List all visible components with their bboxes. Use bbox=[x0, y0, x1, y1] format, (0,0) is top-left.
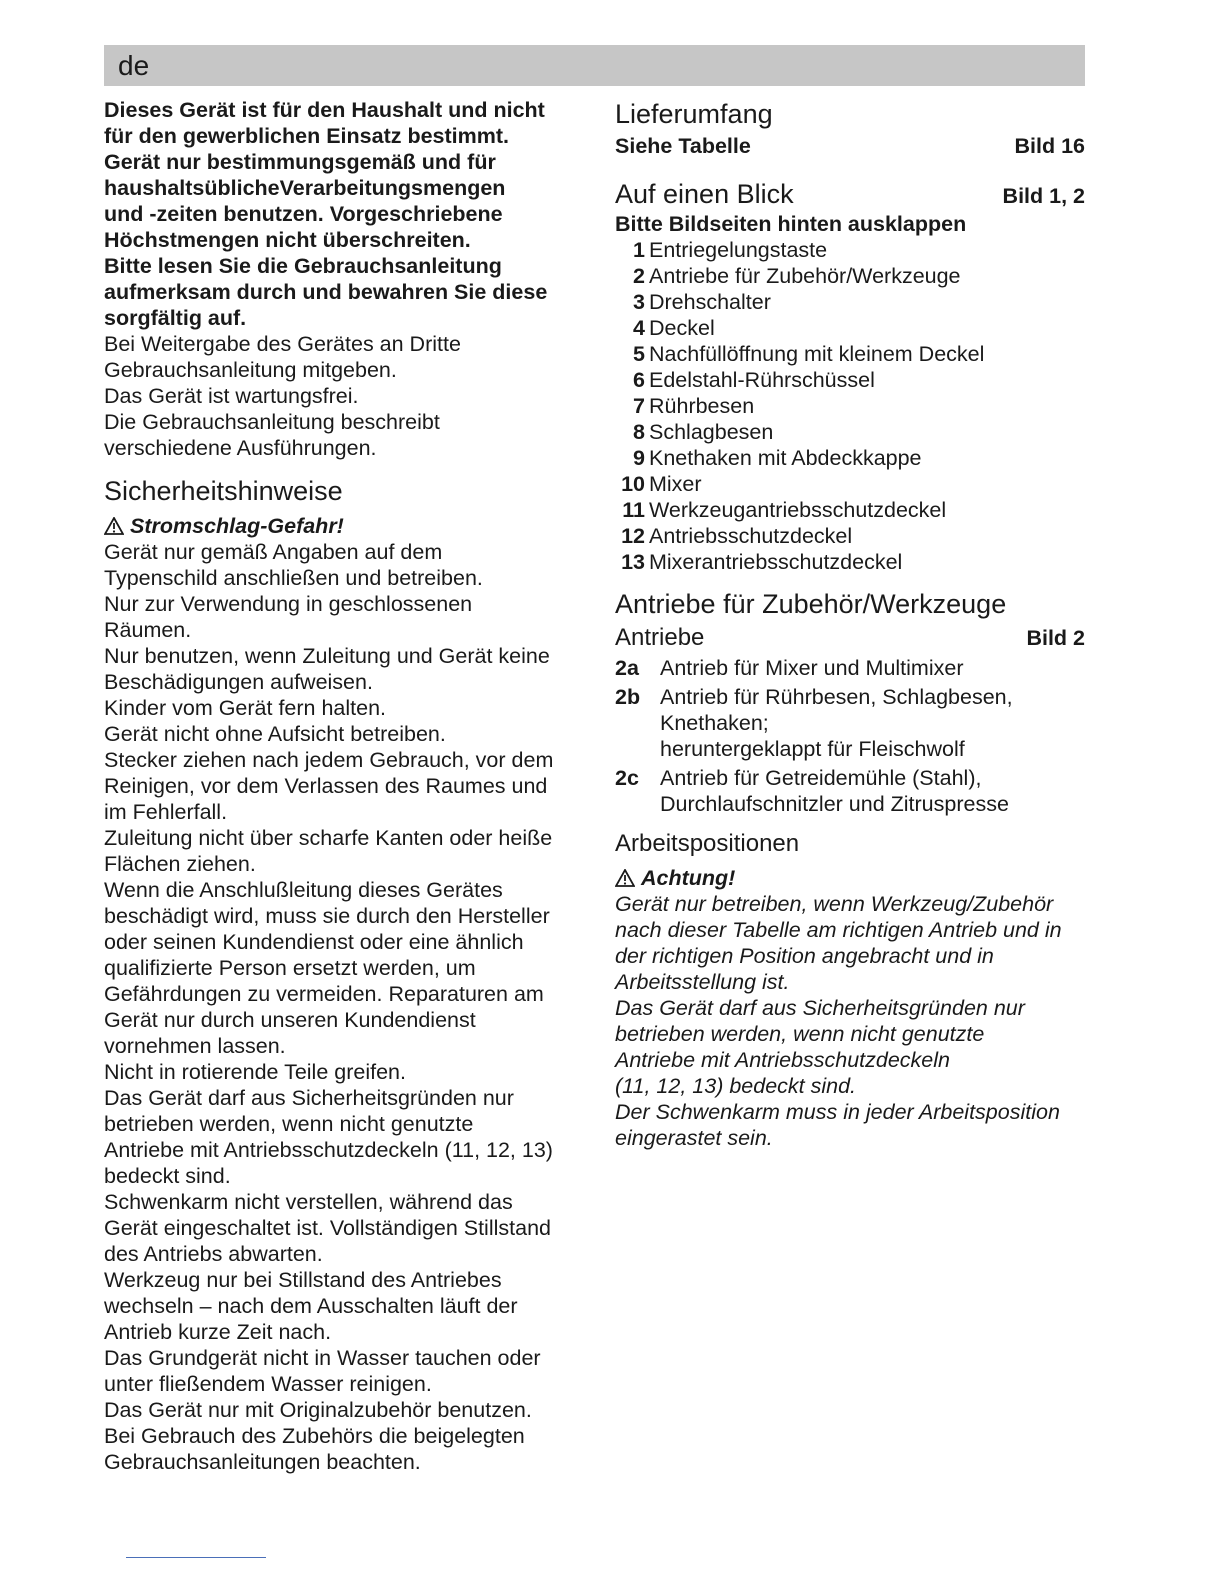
scope-ref: Bild 16 bbox=[1014, 134, 1085, 158]
safety-line: unter fließendem Wasser reinigen. bbox=[104, 1372, 432, 1396]
safety-line: Gebrauchsanleitungen beachten. bbox=[104, 1450, 421, 1474]
safety-line: Gefährdungen zu vermeiden. Reparaturen am bbox=[104, 982, 544, 1006]
list-item bbox=[615, 289, 1085, 315]
item-text: Werkzeugantriebsschutzdeckel bbox=[649, 498, 947, 522]
item-number: 8 bbox=[633, 420, 645, 444]
item-number: 10 bbox=[621, 472, 645, 496]
safety-line: wechseln – nach dem Ausschalten läuft der bbox=[104, 1294, 518, 1318]
drives-list bbox=[615, 655, 1085, 817]
item-number: 1 bbox=[633, 238, 645, 262]
safety-line: Das Gerät darf aus Sicherheitsgründen nur bbox=[104, 1086, 514, 1110]
safety-line: Zuleitung nicht über scharfe Kanten oder heiße bbox=[104, 826, 553, 850]
safety-line: Stecker ziehen nach jedem Gebrauch, vor dem bbox=[104, 748, 554, 772]
item-number: 6 bbox=[633, 368, 645, 392]
item-text: Entriegelungstaste bbox=[649, 238, 828, 262]
drives-title: Antriebe für Zubehör/Werkzeuge bbox=[615, 589, 1007, 619]
scope-title: Lieferumfang bbox=[615, 99, 773, 129]
safety-line: Gerät nicht ohne Aufsicht betreiben. bbox=[104, 722, 446, 746]
safety-title: Sicherheitshinweise bbox=[104, 476, 343, 506]
intro-bold-line: aufmerksam durch und bewahren Sie diese bbox=[104, 280, 548, 304]
left-column bbox=[104, 97, 580, 1475]
safety-line: Das Grundgerät nicht in Wasser tauchen oder bbox=[104, 1346, 541, 1370]
safety-line: Flächen ziehen. bbox=[104, 852, 256, 876]
caution-line: der richtigen Position angebracht und in bbox=[615, 944, 994, 968]
safety-line: Reinigen, vor dem Verlassen des Raumes und bbox=[104, 774, 548, 798]
warning-triangle-icon bbox=[104, 517, 124, 535]
safety-line: Gerät nur durch unseren Kundendienst bbox=[104, 1008, 476, 1032]
intro-bold bbox=[104, 97, 580, 331]
list-item bbox=[615, 497, 1085, 523]
list-item bbox=[615, 341, 1085, 367]
intro-bold-line: Dieses Gerät ist für den Haushalt und nicht bbox=[104, 98, 545, 122]
warning-triangle-icon bbox=[615, 869, 635, 887]
safety-line: Bei Gebrauch des Zubehörs die beigelegten bbox=[104, 1424, 525, 1448]
safety-line: Beschädigungen aufweisen. bbox=[104, 670, 373, 694]
item-text: Antriebe für Zubehör/Werkzeuge bbox=[649, 264, 961, 288]
intro-bold-line: Bitte lesen Sie die Gebrauchsanleitung bbox=[104, 254, 502, 278]
scope-row bbox=[615, 133, 1085, 159]
safety-line: Das Gerät nur mit Originalzubehör benutzen. bbox=[104, 1398, 532, 1422]
item-text: Knethaken mit Abdeckkappe bbox=[649, 446, 922, 470]
caution-line: Arbeitsstellung ist. bbox=[615, 970, 790, 994]
intro-bold-line: Höchstmengen nicht überschreiten. bbox=[104, 228, 471, 252]
list-item bbox=[615, 684, 1085, 762]
language-code: de bbox=[118, 50, 150, 81]
intro-line: Bei Weitergabe des Gerätes an Dritte bbox=[104, 332, 461, 356]
drives-ref: Bild 2 bbox=[1026, 626, 1085, 650]
item-text: Mixer bbox=[649, 472, 702, 496]
caution-line: eingerastet sein. bbox=[615, 1126, 773, 1150]
safety-line: betrieben werden, wenn nicht genutzte bbox=[104, 1112, 474, 1136]
language-bar bbox=[104, 45, 1085, 86]
glance-header bbox=[615, 177, 1085, 211]
intro-line: Die Gebrauchsanleitung beschreibt bbox=[104, 410, 440, 434]
glance-subtitle: Bitte Bildseiten hinten ausklappen bbox=[615, 212, 967, 236]
caution-line: Der Schwenkarm muss in jeder Arbeitsposition bbox=[615, 1100, 1060, 1124]
item-text: Nachfüllöffnung mit kleinem Deckel bbox=[649, 342, 985, 366]
item-number: 2 bbox=[633, 264, 645, 288]
item-text: Rührbesen bbox=[649, 394, 755, 418]
safety-line: Schwenkarm nicht verstellen, während das bbox=[104, 1190, 513, 1214]
safety-line: Nicht in rotierende Teile greifen. bbox=[104, 1060, 406, 1084]
item-text: Mixerantriebsschutzdeckel bbox=[649, 550, 903, 574]
list-item bbox=[615, 523, 1085, 549]
item-text: Deckel bbox=[649, 316, 715, 340]
item-text: heruntergeklappt für Fleischwolf bbox=[660, 737, 965, 761]
glance-ref: Bild 1, 2 bbox=[1002, 184, 1085, 208]
caution-line: betrieben werden, wenn nicht genutzte bbox=[615, 1022, 985, 1046]
safety-line: im Fehlerfall. bbox=[104, 800, 228, 824]
item-number: 5 bbox=[633, 342, 645, 366]
parts-list bbox=[615, 237, 1085, 575]
footer-rule bbox=[126, 1557, 266, 1558]
item-text: Knethaken; bbox=[660, 711, 769, 735]
item-number: 11 bbox=[622, 498, 645, 522]
safety-line: Wenn die Anschlußleitung dieses Gerätes bbox=[104, 878, 503, 902]
drives-header bbox=[615, 623, 1085, 653]
safety-line: oder seinen Kundendienst oder eine ähnlich bbox=[104, 930, 524, 954]
safety-line: Nur zur Verwendung in geschlossenen bbox=[104, 592, 473, 616]
scope-label: Siehe Tabelle bbox=[615, 134, 751, 158]
drives-subtitle: Antriebe bbox=[615, 624, 705, 651]
intro-bold-line: für den gewerblichen Einsatz bestimmt. bbox=[104, 124, 509, 148]
item-text: Schlagbesen bbox=[649, 420, 774, 444]
safety-line: Räumen. bbox=[104, 618, 192, 642]
list-item bbox=[615, 549, 1085, 575]
intro-line: Das Gerät ist wartungsfrei. bbox=[104, 384, 359, 408]
safety-line: Werkzeug nur bei Stillstand des Antriebes bbox=[104, 1268, 502, 1292]
list-item bbox=[615, 315, 1085, 341]
intro-bold-line: sorgfältig auf. bbox=[104, 306, 247, 330]
safety-line: Antrieb kurze Zeit nach. bbox=[104, 1320, 332, 1344]
list-item bbox=[615, 237, 1085, 263]
safety-line: Nur benutzen, wenn Zuleitung und Gerät keine bbox=[104, 644, 550, 668]
list-item bbox=[615, 419, 1085, 445]
safety-line: Antriebe mit Antriebsschutzdeckeln (11, 12, 13) bbox=[104, 1138, 553, 1162]
safety-line: Typenschild anschließen und betreiben. bbox=[104, 566, 483, 590]
caution-warning bbox=[615, 865, 1085, 891]
intro-bold-line: und -zeiten benutzen. Vorgeschriebene bbox=[104, 202, 503, 226]
item-text: Antriebsschutzdeckel bbox=[649, 524, 853, 548]
intro-bold-line: haushaltsüblicheVerarbeitungsmengen bbox=[104, 176, 506, 200]
intro-line: verschiedene Ausführungen. bbox=[104, 436, 377, 460]
caution-line: Gerät nur betreiben, wenn Werkzeug/Zubehör bbox=[615, 892, 1054, 916]
item-number: 4 bbox=[633, 316, 645, 340]
safety-text bbox=[104, 539, 580, 1475]
list-item bbox=[615, 471, 1085, 497]
caution-line: (11, 12, 13) bedeckt sind. bbox=[615, 1074, 857, 1098]
item-number: 9 bbox=[633, 446, 645, 470]
item-text: Edelstahl-Rührschüssel bbox=[649, 368, 875, 392]
safety-line: Gerät nur gemäß Angaben auf dem bbox=[104, 540, 443, 564]
caution-line: Das Gerät darf aus Sicherheitsgründen nur bbox=[615, 996, 1025, 1020]
caution-line: Antriebe mit Antriebsschutzdeckeln bbox=[615, 1048, 951, 1072]
item-number: 7 bbox=[633, 394, 645, 418]
item-text: Antrieb für Mixer und Multimixer bbox=[660, 656, 964, 680]
item-number: 2c bbox=[615, 766, 639, 790]
safety-line: bedeckt sind. bbox=[104, 1164, 231, 1188]
item-number: 3 bbox=[633, 290, 645, 314]
right-column bbox=[615, 97, 1085, 1151]
item-text: Durchlaufschnitzler und Zitruspresse bbox=[660, 792, 1009, 816]
positions-title: Arbeitspositionen bbox=[615, 830, 800, 857]
item-text: Antrieb für Getreidemühle (Stahl), bbox=[660, 766, 982, 790]
list-item bbox=[615, 655, 1085, 681]
item-text: Drehschalter bbox=[649, 290, 771, 314]
intro-normal bbox=[104, 331, 580, 461]
danger-label: Stromschlag-Gefahr! bbox=[130, 514, 344, 538]
list-item bbox=[615, 765, 1085, 817]
intro-line: Gebrauchsanleitung mitgeben. bbox=[104, 358, 397, 382]
danger-warning bbox=[104, 513, 580, 539]
safety-line: beschädigt wird, muss sie durch den Hersteller bbox=[104, 904, 550, 928]
safety-line: qualifizierte Person ersetzt werden, um bbox=[104, 956, 476, 980]
item-number: 2a bbox=[615, 656, 639, 680]
safety-line: vornehmen lassen. bbox=[104, 1034, 286, 1058]
item-number: 2b bbox=[615, 685, 641, 709]
list-item bbox=[615, 393, 1085, 419]
list-item bbox=[615, 445, 1085, 471]
caution-text bbox=[615, 891, 1085, 1151]
safety-line: Gerät eingeschaltet ist. Vollständigen Stillstand bbox=[104, 1216, 551, 1240]
item-number: 13 bbox=[621, 550, 645, 574]
list-item bbox=[615, 367, 1085, 393]
safety-line: des Antriebs abwarten. bbox=[104, 1242, 323, 1266]
caution-label: Achtung! bbox=[641, 866, 736, 890]
item-number: 12 bbox=[621, 524, 645, 548]
safety-line: Kinder vom Gerät fern halten. bbox=[104, 696, 387, 720]
list-item bbox=[615, 263, 1085, 289]
caution-line: nach dieser Tabelle am richtigen Antrieb und in bbox=[615, 918, 1062, 942]
intro-bold-line: Gerät nur bestimmungsgemäß und für bbox=[104, 150, 496, 174]
item-text: Antrieb für Rührbesen, Schlagbesen, bbox=[660, 685, 1013, 709]
glance-title: Auf einen Blick bbox=[615, 179, 794, 209]
